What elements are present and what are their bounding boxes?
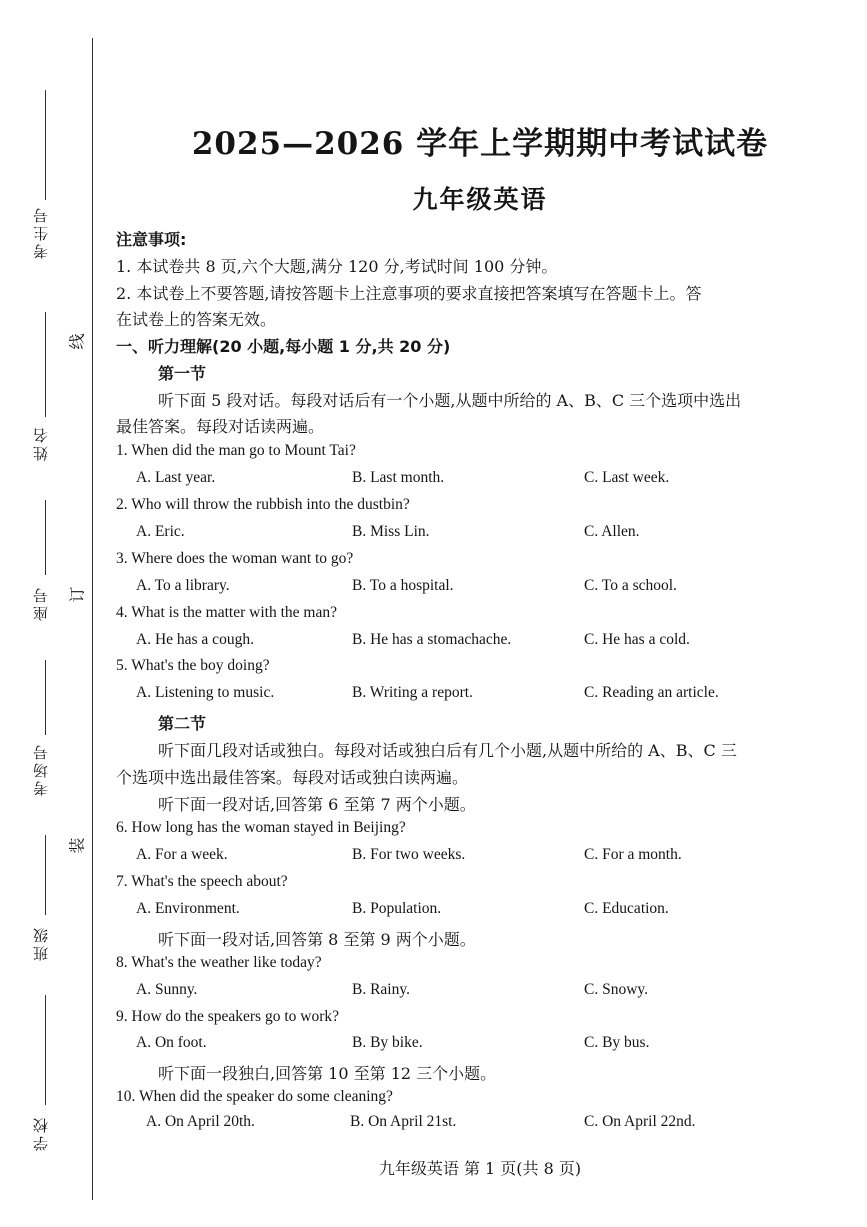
notes-item: 1. 本试卷共 8 页,六个大题,满分 120 分,考试时间 100 分钟。 <box>116 257 558 276</box>
instructions: 最佳答案。每段对话读两遍。 <box>116 417 325 436</box>
option-a: A. On foot. <box>136 1034 207 1051</box>
page-title: 2025—2026 学年上学期期中考试试卷 <box>191 126 769 162</box>
option-a: A. On April 20th. <box>146 1113 255 1130</box>
cut-mark-install: 装 <box>67 837 87 854</box>
option-b: B. Writing a report. <box>352 684 473 701</box>
question: 4. What is the matter with the man? <box>116 604 337 621</box>
fill-line <box>45 660 46 735</box>
question: 5. What's the boy doing? <box>116 657 270 674</box>
section-heading: 一、听力理解(20 小题,每小题 1 分,共 20 分) <box>116 337 451 356</box>
listening-prompt: 听下面一段独白,回答第 10 至第 12 三个小题。 <box>158 1064 497 1083</box>
option-c: C. Reading an article. <box>584 684 719 701</box>
option-a: A. Sunny. <box>136 981 198 998</box>
question: 6. How long has the woman stayed in Beijing? <box>116 819 406 836</box>
notes-heading: 注意事项: <box>116 230 187 249</box>
cut-mark-line: 线 <box>67 333 87 350</box>
instructions: 个选项中选出最佳答案。每段对话或独白读两遍。 <box>116 768 469 787</box>
option-b: B. He has a stomachache. <box>352 631 512 648</box>
option-a: A. For a week. <box>136 846 228 863</box>
cut-mark-bind: 订 <box>67 586 87 603</box>
side-label-room: 考场号 <box>32 742 50 796</box>
fill-line <box>45 995 46 1105</box>
question: 10. When did the speaker do some cleaning? <box>116 1088 393 1105</box>
listening-prompt: 听下面一段对话,回答第 6 至第 7 两个小题。 <box>158 795 476 814</box>
notes-item: 在试卷上的答案无效。 <box>116 310 277 329</box>
listening-prompt: 听下面一段对话,回答第 8 至第 9 两个小题。 <box>158 930 476 949</box>
part-heading: 第一节 <box>158 364 207 383</box>
fill-line <box>45 835 46 915</box>
option-a: A. He has a cough. <box>136 631 254 648</box>
option-b: B. For two weeks. <box>352 846 466 863</box>
side-label-school: 学校 <box>32 1115 50 1151</box>
option-a: A. Eric. <box>136 523 185 540</box>
question: 8. What's the weather like today? <box>116 954 322 971</box>
part-heading: 第二节 <box>158 714 207 733</box>
option-b: B. Miss Lin. <box>352 523 430 540</box>
question: 1. When did the man go to Mount Tai? <box>116 442 356 459</box>
option-c: C. Last week. <box>584 469 670 486</box>
option-c: C. Education. <box>584 900 669 917</box>
option-c: C. Snowy. <box>584 981 649 998</box>
option-c: C. Allen. <box>584 523 640 540</box>
option-b: B. By bike. <box>352 1034 423 1051</box>
option-c: C. On April 22nd. <box>584 1113 696 1130</box>
side-label-exam-number: 考生号 <box>32 205 50 259</box>
question: 9. How do the speakers go to work? <box>116 1008 339 1025</box>
question: 3. Where does the woman want to go? <box>116 550 354 567</box>
page-footer: 九年级英语 第 1 页(共 8 页) <box>378 1159 582 1178</box>
option-c: C. For a month. <box>584 846 682 863</box>
option-a: A. To a library. <box>136 577 230 594</box>
fill-line <box>45 500 46 575</box>
side-label-seat: 座号 <box>32 585 50 621</box>
question: 7. What's the speech about? <box>116 873 288 890</box>
option-b: B. Last month. <box>352 469 445 486</box>
option-a: A. Environment. <box>136 900 240 917</box>
side-label-name: 姓名 <box>32 425 50 461</box>
page-subtitle: 九年级英语 <box>412 185 548 214</box>
option-b: B. To a hospital. <box>352 577 454 594</box>
fill-line <box>45 312 46 417</box>
option-c: C. By bus. <box>584 1034 650 1051</box>
option-b: B. Population. <box>352 900 442 917</box>
option-b: B. On April 21st. <box>350 1113 457 1130</box>
instructions: 听下面几段对话或独白。每段对话或独白后有几个小题,从题中所给的 A、B、C 三 <box>158 741 737 760</box>
question: 2. Who will throw the rubbish into the dustbin? <box>116 496 410 513</box>
side-label-class: 班级 <box>32 925 50 961</box>
notes-item: 2. 本试卷上不要答题,请按答题卡上注意事项的要求直接把答案填写在答题卡上。答 <box>116 284 702 303</box>
option-c: C. He has a cold. <box>584 631 690 648</box>
option-a: A. Last year. <box>136 469 216 486</box>
instructions: 听下面 5 段对话。每段对话后有一个小题,从题中所给的 A、B、C 三个选项中选出 <box>158 391 742 410</box>
option-c: C. To a school. <box>584 577 677 594</box>
option-b: B. Rainy. <box>352 981 410 998</box>
option-a: A. Listening to music. <box>136 684 275 701</box>
